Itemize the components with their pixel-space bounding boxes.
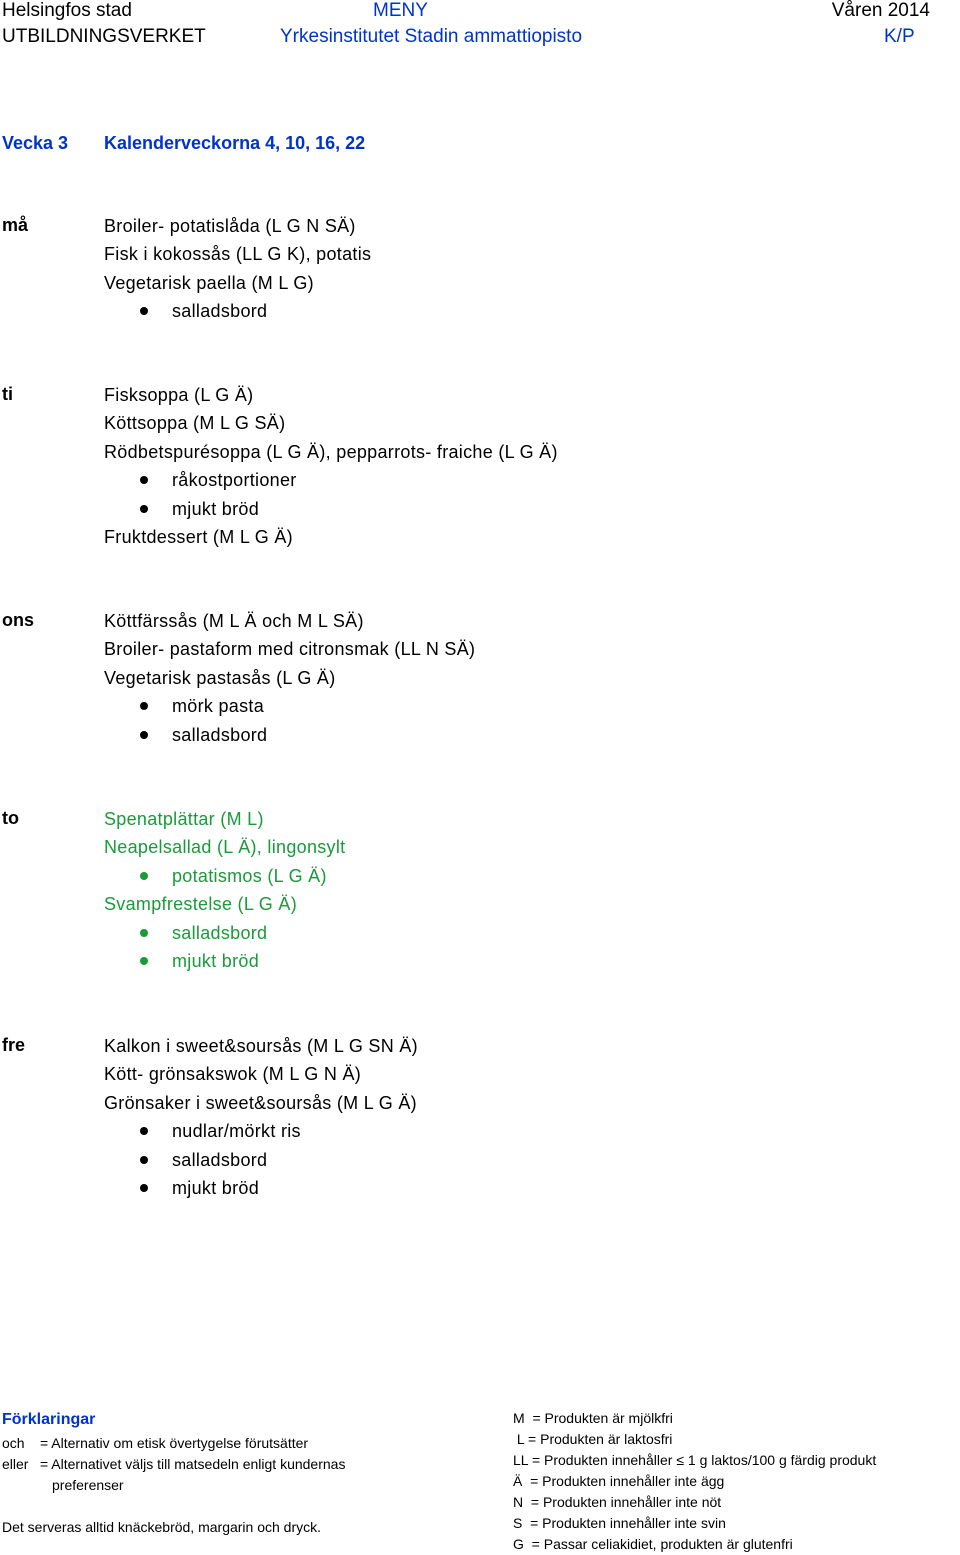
menu-dish: Fisk i kokossås (LL G K), potatis [104, 244, 372, 265]
menu-side-item: salladsbord [104, 297, 371, 325]
legend-right [513, 1408, 876, 1555]
day-label-ons: ons [2, 610, 35, 630]
menu-dish: Grönsaker i sweet&soursås (M L G Ä) [104, 1092, 417, 1113]
legend-code-row: Ä = Produkten innehåller inte ägg [513, 1473, 725, 1489]
menu-code: K/P [884, 26, 915, 47]
legend-desc: = Alternativet väljs till matsedeln enligt kundernas [40, 1456, 346, 1472]
legend-code-row: LL = Produkten innehåller ≤ 1 g laktos/100 g färdig produkt [513, 1452, 877, 1468]
season-label: Våren 2014 [831, 0, 930, 21]
calendar-weeks: Kalenderveckorna 4, 10, 16, 22 [104, 133, 366, 153]
menu-side-item: salladsbord [104, 919, 345, 947]
menu-list-ons [104, 607, 475, 749]
day-label-ti: ti [2, 384, 13, 404]
menu-side-item: mjukt bröd [104, 1174, 418, 1202]
menu-side-item: mörk pasta [104, 692, 475, 720]
legend-code-row: M = Produkten är mjölkfri [513, 1410, 673, 1426]
day-label-fre: fre [2, 1035, 26, 1055]
legend-code-row: N = Produkten innehåller inte nöt [513, 1494, 722, 1510]
school-name: Yrkesinstitutet Stadin ammattiopisto [280, 26, 583, 47]
department-name: UTBILDNINGSVERKET [2, 26, 206, 47]
legend-term: och [2, 1435, 25, 1451]
menu-dish: Kött- grönsakswok (M L G N Ä) [104, 1064, 362, 1085]
legend-title: Förklaringar [2, 1411, 96, 1428]
menu-side-item: råkostportioner [104, 466, 558, 494]
menu-dish: Broiler- potatislåda (L G N SÄ) [104, 216, 356, 236]
menu-side-item: salladsbord [104, 1146, 418, 1174]
footer-note: Det serveras alltid knäckebröd, margarin och dryck. [2, 1519, 322, 1535]
legend-desc: preferenser [52, 1477, 124, 1493]
menu-dish: Spenatplättar (M L) [104, 809, 264, 829]
day-label-må: må [2, 215, 29, 235]
menu-dish: Fruktdessert (M L G Ä) [104, 526, 293, 547]
menu-dish: Vegetarisk paella (M L G) [104, 272, 314, 293]
menu-side-item: mjukt bröd [104, 947, 345, 975]
menu-dish: Köttfärssås (M L Ä och M L SÄ) [104, 611, 364, 631]
week-heading [2, 133, 366, 154]
menu-side-item: nudlar/mörkt ris [104, 1117, 418, 1145]
menu-list-ti [104, 381, 558, 551]
day-label-to: to [2, 808, 19, 828]
menu-dish: Köttsoppa (M L G SÄ) [104, 413, 286, 434]
menu-dish: Fisksoppa (L G Ä) [104, 385, 254, 405]
menu-dish: Svampfrestelse (L G Ä) [104, 894, 297, 915]
menu-title: MENY [373, 0, 428, 21]
week-label: Vecka 3 [2, 133, 69, 153]
menu-dish: Kalkon i sweet&soursås (M L G SN Ä) [104, 1036, 418, 1056]
menu-dish: Neapelsallad (L Ä), lingonsylt [104, 837, 346, 858]
menu-list-må [104, 212, 371, 326]
menu-side-item: mjukt bröd [104, 495, 558, 523]
legend-desc: = Alternativ om etisk övertygelse förutsätter [40, 1435, 309, 1451]
city-name: Helsingfos stad [2, 0, 132, 21]
legend-code-row: S = Produkten innehåller inte svin [513, 1515, 726, 1531]
menu-list-to [104, 805, 345, 975]
menu-side-item: potatismos (L G Ä) [104, 862, 345, 890]
menu-side-item: salladsbord [104, 721, 475, 749]
menu-list-fre [104, 1032, 418, 1202]
legend-code-row: L = Produkten är laktosfri [513, 1431, 673, 1447]
legend-code-row: G = Passar celiakidiet, produkten är glutenfri [513, 1536, 793, 1552]
menu-dish: Vegetarisk pastasås (L G Ä) [104, 667, 336, 688]
menu-dish: Broiler- pastaform med citronsmak (LL N SÄ) [104, 639, 476, 660]
legend-term: eller [2, 1456, 29, 1472]
menu-dish: Rödbetspurésoppa (L G Ä), pepparrots- fraiche (L G Ä) [104, 441, 558, 462]
